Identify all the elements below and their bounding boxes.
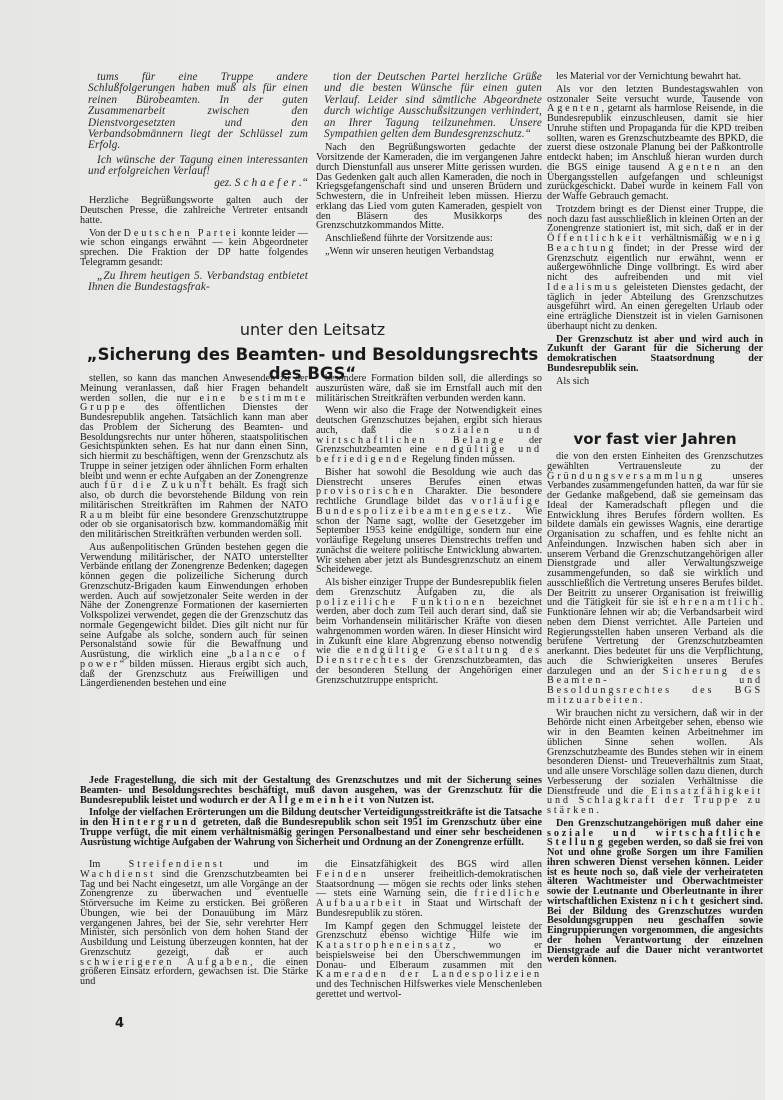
text-run: „Zu Ihrem heutigen 5. Verbandstag entbietet Ihnen die Bundestagsfrak- [88,269,308,294]
spaced-emphasis: Idealismus [547,281,620,293]
text-run: les Material vor der Vernichtung bewahrt hat. [556,71,742,82]
paragraph [547,377,763,387]
paragraph [80,808,542,847]
spaced-emphasis: sozialen und wirtschaftlichen Belange [316,424,542,446]
spaced-emphasis: Kameraden der Landespolizeien [316,969,542,981]
text-run: der Grenzschutzbeamten eine [316,434,542,456]
text-run: in Staat und Wirtschaft der Bundesrepublik zu stören. [316,898,542,919]
page-number: 4 [115,1016,125,1031]
text-run: unserer freiheitlich-demokratischen Staatsordnung — mögen sie rechts oder links stehen — stets eine Warnung sein, die [316,868,542,900]
text-run: Infolge der vielfachen Erörterungen um die Bildung deutscher Verteidigungsstreitkräfte ist die Tatsache in den [80,807,542,828]
text-run: tums für eine Truppe andere Schlußfolgerungen haben muß als für einen reinen Bürobeamten. In der guten Zusammenarbeit zwischen den Dienstvorgesetzten und den Verbandsobmännern liegt der Schlüssel zum Erfolg. [88,71,308,152]
text-run: gez. [214,176,235,189]
paragraph [316,860,542,919]
text-run: „Wenn wir unseren heutigen Verbandstag [325,245,494,257]
spaced-emphasis: eine bestimmte Gruppe [80,392,308,414]
paragraph [80,229,308,268]
text-run: Aus außenpolitischen Gründen bestehen gegen die Verwendung militärischer, der NATO unterstellter Verbände entlang der Zonengrenze Bedenken; dagegen können gegen die polizeiliche Sicherung durch Grenzschutz-Brigaden kaum Einwendungen erhoben werden. Auch auf sowjetzonaler Seite werden in der Nähe der Zonengrenze Formationen der kasernierten Volkspolizei verwendet, gegen die der Grenzschutz das normale Gegengewicht bildet. Dies gilt nicht nur für seine Aufgabe als solche, sondern auch für seinen Personalstand sowie für die Bewaffnung und Ausrüstung, die wirklich eine „ [80,541,308,660]
paragraph [80,196,308,225]
text-run: Von der [89,227,124,239]
text-run: . [640,694,643,706]
text-run: gegeben werden, so daß sie frei von Not und ohne große Sorgen um ihre Familien ihren schweren Dienst versehen können. Leider ist es heute noch so, daß viele der verheirateten älteren Wachtmeister und Oberwachtmeister sowie der Leutnante und Oberleutnante in ihrer wirtschaftlichen Existenz [547,837,763,907]
column-2-middle [316,374,542,688]
paragraph [547,819,763,965]
paragraph [80,860,308,987]
text-run: Herzliche Begrüßungsworte galten auch der Deutschen Presse, die zahlreiche Vertreter entsandt hatte. [80,195,308,226]
spaced-emphasis: Agenten [547,103,602,115]
paragraph [80,374,308,540]
text-run: , getarnt als harmlose Reisende, in die Bundesrepublik einzuschleusen, damit sie hier Unruhe stiften und Propaganda für die KPD treiben sollten, waren es Grenzschutzbeamte des BPKD, die zuerst diese ostzonale Planung bei der Paßkontrolle entdeckt haben; im Anschluß hieran wurden durch die BGS einige tausend [547,103,763,173]
spaced-emphasis: Schaefer [234,176,299,189]
text-run: Nach den Begrüßungsworten gedachte der Vorsitzende der Kameraden, die im vergangenen Jahre durch Dienstunfall aus unserer Mitte gerissen wurden. Das Gedenken galt auch allen Kameraden, die noch in Kriegsgefangenschaft sind und unseren Brüdern und Schwestern, die in Unfreiheit leben müssen. Hierzu erklang das Lied vom guten Kameraden, gespielt von den Bläsern des Musikkorps des Grenzschutzkommandos Mitte. [316,142,542,232]
text-run: an den Übergangsstellen aufgefangen und schleunigst zurückgeschickt. Dabei wurde in keinem Fall von der Waffe Gebrauch gemacht. [547,161,763,202]
text-run: geleisteten Dienstes gedacht, der täglich in jeder Abteilung des Grenzschutzes ausgeführt wird. An einen geregelten Urlaub oder eine erträgliche Dienstzeit ist in vielen Garnisonen überhaupt nicht zu denken. [547,281,763,332]
text-run: und des Technischen Hilfswerkes viele Menschenleben gerettet und wertvol- [316,979,542,1000]
subheading: vor fast vier Jahren [573,430,737,448]
paragraph [547,452,763,706]
text-run: des öffentlichen Dienstes der Bundesrepublik angehen. Tatsächlich kann man aber das Problem der Sicherung des Beamten- und Besoldungsrechts nur unter höheren, staatspolitischen Gesichtspunkten sehen. Es hat nur dann einen Sinn, sich hiermit zu beschäftigen, wenn der Grenzschutz als Truppe in seiner jetzigen oder ähnlichen Form erhalten bleibt und wenn er echte Aufgaben an der Zonengrenze auch [80,402,308,492]
spaced-emphasis: soziale und wirtschaftliche Stellung [547,827,763,849]
paragraph [80,72,308,152]
text-run: stellen, so kann das manchen Anwesenden zu der Meinung veranlassen, daß hier Fragen behandelt werden sollen, die nur [80,373,308,404]
paragraph [547,335,763,374]
spaced-emphasis: ehrenamtlich [673,597,761,609]
paragraph [547,72,763,82]
text-run: bleibt für eine besondere Grenzschutztruppe oder ob sie organisatorisch bzw. kommandomäßig mit den militärischen Streitkräften verbunden werden soll. [80,509,308,540]
text-run: verhältnismäßig [643,233,724,244]
spaced-emphasis: provisorischen [316,486,416,498]
paragraph [316,922,542,1000]
paragraph [316,234,542,244]
paragraph [547,85,763,202]
text-run: , die einen größeren Einsatz erfordern, gewachsen ist. Die Stärke und [80,956,308,987]
text-run: Wir brauchen nicht zu versichern, daß wir in der Behörde nicht einen Arbeitgeber sehen, ebenso wie wir in den Beamten keinen Arbeitnehmer im üblichen Sinne sehen wollen. Als Grenzschutzbeamte des Bundes stehen wir in einem besonderen Dienst- und Treueverhältnis zum Staat, und alle unsere Vorschläge sollen dazu dienen, durch Verbesserung der sozialen Verhältnisse die Dienstfreude und die [547,707,763,797]
text-run: “ bilden müssen. Hieraus ergibt sich auch, daß der Grenzschutz aus Freiwilligen und Längerdienenden bestehen und eine [80,658,308,690]
text-run: . Funktionäre lehnen wir ab; die Verbandsarbeit wird neben dem Dienst verrichtet. Alle Parteien und Regierungsstellen haben unseren Verband als die berufene Vertretung der Grenzschutzbeamten anerkannt. Dies bedeutet für uns die Verpflichtung, auch die Schwierigkeiten unseres Berufes darzulegen und an der [547,597,763,677]
text-run: Der Grenzschutz ist aber und wird auch in Zukunft der Garant für die Sicherung der demokratischen Staatsordnung der Bundesrepublik sein. [547,333,763,374]
spaced-emphasis: nicht [660,895,697,907]
spaced-emphasis: Agenten [667,161,723,173]
column-1-middle [80,374,308,692]
text-run: findet; in der Presse wird der Grenzschutz eigentlich nur erwähnt, wenn er außergewöhnliche Dinge vollbringt. Es wird aber nicht des aufreibenden und mit viel [547,242,763,283]
paragraph [316,247,542,257]
paragraph [80,155,308,178]
text-run: . [596,805,599,816]
column-2-bottom [316,860,542,1003]
signature [80,176,308,189]
spaced-emphasis: Einsatzfähigkeit und Schlagkraft der Truppe zu stärken [547,785,763,816]
spaced-emphasis: endgültige und befriedigende [316,444,542,465]
paragraph [316,468,542,575]
spaced-emphasis: friedliche Aufbauarbeit [316,888,542,909]
column-1-top [80,72,308,296]
text-run: Im [89,859,129,870]
text-run: der Grenzschutzbeamten, das der besonderen Stellung der Angehörigen einer Grenzschutztruppe entspricht. [316,655,542,686]
spaced-emphasis: Streifendienst [128,859,226,870]
text-run: behält. Es fragt sich also, ob durch die bevorstehende Bildung von rein militärischen Streitkräften im Rahmen der NATO [80,480,308,511]
spaced-emphasis: Sicherung des Beamten- und Besoldungsrechtes des BGS mitzuarbeiten [547,665,763,706]
text-run: Wenn wir also die Frage der Notwendigkeit eines deutschen Grenzschutzes bejahen, ergibt sich hieraus auch, daß die [316,405,542,436]
spaced-emphasis: Raum [80,509,116,521]
text-run: Den Grenzschutzangehörigen muß daher eine [556,817,763,829]
spaced-emphasis: wenig Beachtung [547,233,763,254]
page-edge [765,0,783,1100]
text-run: gesichert sind. Bei der Bildung des Grenzschutzes wurden Besoldungsgruppen neu geschaffen sowie Eingruppierungen vorgenommen, die angesichts der hohen Verantwortung der einzelnen Dienstgrade auf die Dauer nicht verantwortet werden können. [547,895,763,966]
text-run: Ich wünsche der Tagung einen interessanten und erfolgreichen Verlauf! [88,153,308,178]
column-1-bottom [80,860,308,990]
headline-line-1: unter den Leitsatz [239,320,386,339]
column-3-upper [547,72,763,389]
text-run: konnte leider — wie schon eingangs erwähnt — kein Abgeordneter sprechen. Die Fraktion der DP hatte folgendes Telegramm gesandt: [80,227,308,268]
text-run: Als vor den letzten Bundestagswahlen von ostzonaler Seite versucht wurde, Tausende von [547,83,763,105]
paragraph [547,709,763,816]
text-run: getreten, daß die Bundesrepublik schon seit 1951 im Grenzschutz über eine Truppe verfügt, die mit einem verhältnismäßig geringen Personalbestand und einer sehr bescheidenen Ausrüstung wichtige Aufgaben der Wahrung von Sicherheit und Ordnung an der Zonengrenze erfüllt. [80,817,542,848]
text-run: und im [225,859,308,870]
text-run: unseres Verbandes zusammengefunden hatten, da war für sie der Gedanke maßgebend, daß sie gemeinsam das Ideal der Kameradschaft pflegen und die Entwicklung ihres Berufes fördern wollten. Es bildete damals ein gewisses Wagnis, eine derartige Organisation zu schaffen, und es fehlte nicht an Anfeindungen. Inzwischen haben sich aber in unserem Verband die Grenzschutzangehörigen aller Dienstgrade und aller Verwaltungszweige zusammengefunden, so daß sie wirklich und ausschließlich die Vertretung unseres Berufes bildet. Der Beitritt zu unserer Organisation ist freiwillig und die Tätigkeit für sie ist [547,470,763,609]
paragraph [80,543,308,689]
text-run: .“ [298,176,308,189]
text-run: Bisher hat sowohl die Besoldung wie auch das Dienstrecht unseres Berufes einen etwas [316,466,542,488]
text-run: Im Kampf gegen den Schmuggel leistete der Grenzschutz ebenso wichtige Hilfe wie im [316,920,542,942]
text-run: . Wie schon der Name sagt, wollte der Gesetzgeber im September 1953 keine endgültige, sondern nur eine vorläufige Regelung unseres Dienstrechts treffen und zunächst die weitere politische Entwicklung abwarten. Wir stehen aber jetzt als Bundesgrenzschutz an einem Scheidewege. [316,505,542,576]
headline-line-2: „Sicherung des Beamten- und Besoldungsrechts des BGS“ [86,345,539,383]
spaced-emphasis: Gründungsversammlung [547,470,705,482]
text-run: , wo er beispielsweise bei den Überschwemmungen im Donau- und Elberaum zusammen mit den [316,940,542,971]
spaced-emphasis: Hintergrund [112,817,199,828]
text-run: Anschließend führte der Vorsitzende aus: [325,233,493,245]
paragraph [316,578,542,685]
spaced-emphasis: Katastropheneinsatz [316,940,453,951]
spaced-emphasis: schwierigeren Aufgaben [80,956,251,968]
spaced-emphasis: Wachdienst [80,868,156,880]
text-run: Charakter. Die besondere rechtliche Grundlage bildet das [316,486,542,507]
spaced-emphasis: polizeiliche Funktionen [316,596,488,608]
paragraph [80,271,308,294]
spaced-emphasis: Feinden [316,868,369,880]
text-run: bezeichnet werden, aber doch zum Teil auch derart sind, daß sie beim Vorhandensein militärischer Kräfte von diesen wahrgenommen worden wären. In dieser Hinsicht wird in Zukunft eine klare Abgrenzung ebenso notwendig wie die [316,596,542,657]
column-2-top [316,72,542,260]
spaced-emphasis: Öffentlichkeit [547,233,644,244]
paragraph [316,143,542,231]
bold-spanning-text [80,776,542,850]
paragraph [80,776,542,805]
spaced-emphasis: Deutschen Partei [123,227,239,239]
paragraph [547,205,763,332]
spaced-emphasis: balance of power [80,649,308,670]
spaced-emphasis: vorläufige Bundespolizeibeamtengesetz [316,496,542,517]
spaced-emphasis: für die Zukunft [104,480,215,492]
text-run: Jede Fragestellung, die sich mit der Gestaltung des Grenzschutzes und mit der Sicherung seines Beamten- und Besoldungsrechtes beschäftigt, muß davon ausgehen, was der Grenzschutz für die Bundesrepublik leistet und wodurch er der [80,775,542,806]
text-run: Regelung finden müssen. [409,454,515,465]
text-run: die von den ersten Einheiten des Grenzschutzes gewählten Vertrauensleute zu der [547,451,763,472]
paragraph [316,374,542,403]
spaced-emphasis: Allgemeinheit [268,794,367,806]
text-run: tion der Deutschen Partei herzliche Grüße und die besten Wünsche für einen guten Verlauf. Leider sind sämtliche Abgeordnete durch wichtige Ausschußsitzungen verhindert, an Ihrer Tagung teilzunehmen. Unsere Sympathien gelten dem Bundesgrenzschutz.“ [324,71,542,141]
text-run: Als sich [556,375,590,387]
text-run: von Nutzen ist. [366,794,434,806]
text-run: besondere Formation bilden soll, die allerdings so auszurüsten wäre, daß sie im Ernstfall auch mit den militärischen Streitkräften verbunden werden kann. [316,373,542,404]
text-run: die Einsatzfähigkeit des BGS wird allen [325,859,542,870]
column-3-lower [547,452,763,968]
paragraph [316,406,542,465]
text-run: sind die Grenzschutzbeamten bei Tag und bei Nacht eingesetzt, um alle Vorgänge an der Zonengrenze zu überwachen und eventuelle Störversuche im Keime zu ersticken. Bei größeren Übungen, wie bei der Donauübung im März vergangenen Jahres, bei der Sie, sehr verehrter Herr Minister, sich persönlich von dem hohen Stand der Ausbildung und Leistung überzeugen konnten, hat der Grenzschutz gezeigt, daß er auch [80,868,308,958]
paragraph [316,72,542,140]
text-run: Als bisher einziger Truppe der Bundesrepublik fielen dem Grenzschutz Aufgaben zu, die als [316,577,542,598]
spaced-emphasis: endgültige Gestaltung des Dienstrechtes [316,645,542,666]
text-run: Trotzdem bringt es der Dienst einer Truppe, die noch dazu fast ausschließlich in kleinen Orten an der Zonengrenze stationiert ist, mit sich, daß er in der [547,203,763,235]
